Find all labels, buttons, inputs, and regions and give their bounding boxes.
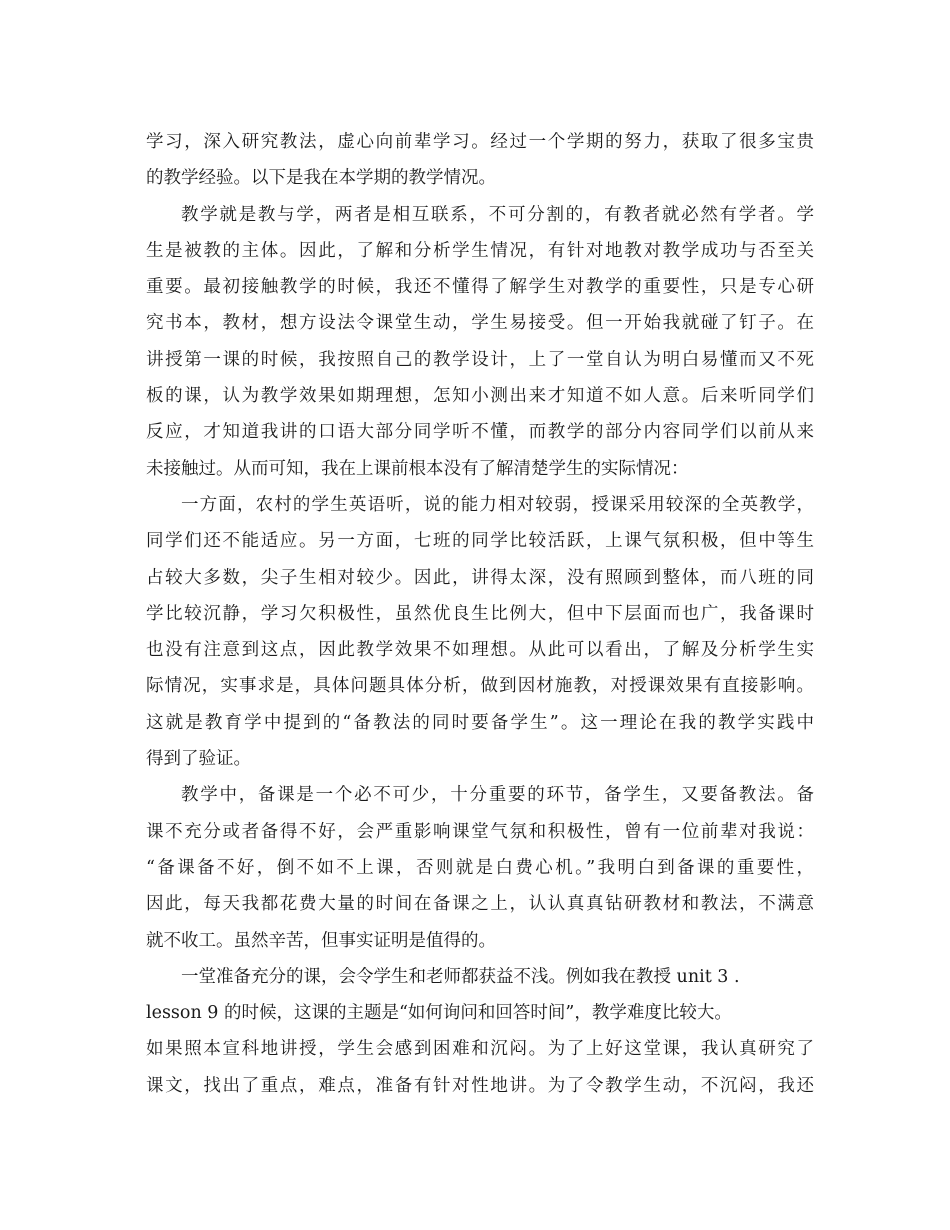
text-line: 课不充分或者备得不好，会严重影响课堂气氛和积极性，曾有一位前辈对我说： [146,821,814,842]
text-line: 未接触过。从而可知，我在上课前根本没有了解清楚学生的实际情况： [146,458,689,479]
text-line: 一方面，农村的学生英语听，说的能力相对较弱，授课采用较深的全英教学， [181,494,814,515]
text-line: 也没有注意到这点，因此教学效果不如理想。从此可以看出，了解及分析学生实 [146,640,814,661]
text-line: 教学就是教与学，两者是相互联系，不可分割的，有教者就必然有学者。学 [181,204,814,225]
text-line: 得到了验证。 [146,749,251,770]
text-line: 一堂准备充分的课，会令学生和老师都获益不浅。例如我在教授 unit 3 . [181,966,740,987]
text-line: 学习，深入研究教法，虚心向前辈学习。经过一个学期的努力，获取了很多宝贵 [146,132,814,152]
text-line: 讲授第一课的时候，我按照自己的教学设计，上了一堂自认为明白易懂而又不死 [146,349,814,370]
text-line: 如果照本宣科地讲授，学生会感到困难和沉闷。为了上好这堂课，我认真研究了 [146,1039,814,1060]
text-line: 学比较沉静，学习欠积极性，虽然优良生比例大，但中下层面而也广，我备课时 [146,603,814,624]
text-line: 占较大多数，尖子生相对较少。因此，讲得太深，没有照顾到整体，而八班的同 [146,567,814,588]
text-line: 究书本，教材，想方设法令课堂生动，学生易接受。但一开始我就碰了钉子。在 [146,313,814,334]
text-line: 重要。最初接触教学的时候，我还不懂得了解学生对教学的重要性，只是专心研 [146,277,814,298]
text-line: 生是被教的主体。因此，了解和分析学生情况，有针对地教对教学成功与否至关 [146,240,814,261]
text-line: 际情况，实事求是，具体问题具体分析，做到因材施教，对授课效果有直接影响。 [146,676,814,697]
text-line: 就不收工。虽然辛苦，但事实证明是值得的。 [146,930,496,951]
text-line: 课文，找出了重点，难点，准备有针对性地讲。为了令教学生动，不沉闷，我还 [146,1075,814,1096]
text-line: 这就是教育学中提到的“备教法的同时要备学生”。这一理论在我的教学实践中 [146,712,814,733]
text-line: 教学中，备课是一个必不可少，十分重要的环节，备学生，又要备教法。备 [181,785,814,806]
text-line: “备课备不好，倒不如不上课，否则就是白费心机。”我明白到备课的重要性， [146,857,814,878]
text-line: lesson 9 的时候，这课的主题是“如何询问和回答时间”，教学难度比较大。 [146,1003,732,1024]
document-body [146,124,814,1104]
text-line: 同学们还不能适应。另一方面，七班的同学比较活跃，上课气氛积极，但中等生 [146,531,814,552]
text-line: 板的课，认为教学效果如期理想，怎知小测出来才知道不如人意。后来听同学们 [146,386,814,407]
text-line: 反应，才知道我讲的口语大部分同学听不懂，而教学的部分内容同学们以前从来 [146,422,814,443]
text-line: 的教学经验。以下是我在本学期的教学情况。 [146,168,496,189]
text-line: 因此，每天我都花费大量的时间在备课之上，认认真真钻研教材和教法，不满意 [146,894,814,915]
